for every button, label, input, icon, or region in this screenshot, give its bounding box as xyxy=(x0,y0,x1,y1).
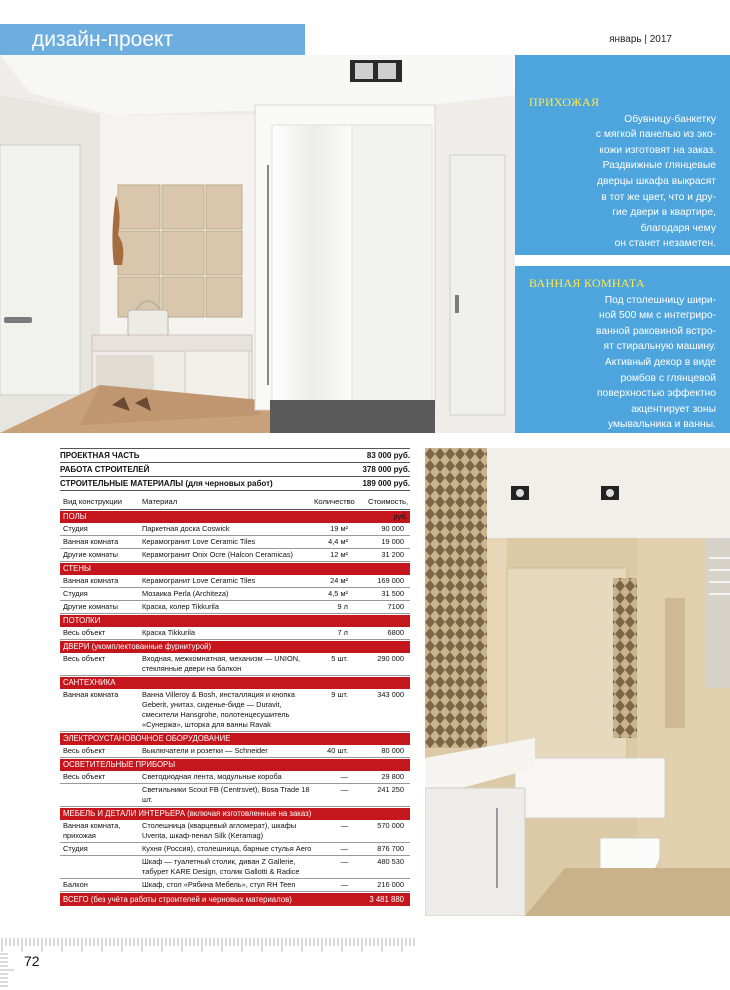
callout-hallway-line: кожи изготовят на заказ. xyxy=(599,144,716,156)
callout-hallway xyxy=(515,55,730,255)
cell-qty: 7 л xyxy=(337,628,348,637)
cell-material: Мозаика Perla (Architeza) xyxy=(142,589,229,598)
cell-type: Весь объект xyxy=(63,772,106,781)
table-row xyxy=(60,523,410,536)
table-row xyxy=(60,575,410,588)
summary-value: 83 000 руб. xyxy=(366,451,410,460)
hallway-illustration xyxy=(0,55,515,433)
cell-type: Другие комнаты xyxy=(63,550,118,559)
callout-hallway-line: в тот же цвет, что и дру- xyxy=(601,191,716,203)
cell-material: Керамогранит Onix Ocre (Halcon Ceramicas) xyxy=(142,550,294,559)
section-title: дизайн-проект xyxy=(0,24,305,56)
cell-cost: 241 250 xyxy=(377,785,404,794)
callout-hallway-line: дверцы шкафа выкрасят xyxy=(596,175,716,187)
table-row xyxy=(60,588,410,601)
cost-table xyxy=(60,448,410,906)
cell-material: Краска Tikkurila xyxy=(142,628,196,637)
cell-material: Светильники Scout FB (Centrsvet), Bosa Trade 18 шт. xyxy=(142,785,310,804)
cell-material: Входная, межкомнатная, механизм — UNION, стеклянные двери на балкон xyxy=(142,654,301,673)
total-row xyxy=(60,893,410,906)
callout-bathroom-line: ной 500 мм с интегриро- xyxy=(599,310,716,322)
category-header: ПОЛЫ xyxy=(60,511,410,523)
callout-bathroom-line: акцентирует зоны xyxy=(631,403,716,415)
table-row xyxy=(60,843,410,856)
table-row xyxy=(60,879,410,892)
cell-qty: — xyxy=(340,857,348,866)
cell-type: Студия xyxy=(63,844,88,853)
cell-cost: 169 000 xyxy=(377,576,404,585)
header-type: Вид конструкции xyxy=(63,497,123,506)
cell-type: Ванная комната xyxy=(63,576,119,585)
cell-qty: — xyxy=(340,880,348,889)
cell-cost: 480 530 xyxy=(377,857,404,866)
cell-type: Весь объект xyxy=(63,746,106,755)
cell-cost: 876 700 xyxy=(377,844,404,853)
total-value: 3 481 880 xyxy=(369,895,404,904)
table-row xyxy=(60,689,410,732)
cell-material: Кухня (Россия), столешница, барные стулья Aero xyxy=(142,844,312,853)
cell-cost: 31 500 xyxy=(381,589,404,598)
summary-value: 189 000 руб. xyxy=(362,479,410,488)
cell-qty: 4,4 м² xyxy=(328,537,348,546)
table-row xyxy=(60,820,410,843)
cell-type: Ванная комната, прихожая xyxy=(63,821,121,840)
header-material: Материал xyxy=(142,497,178,506)
cell-type: Другие комнаты xyxy=(63,602,118,611)
summary-row xyxy=(60,477,410,491)
bathroom-illustration xyxy=(425,448,730,916)
category-header: МЕБЕЛЬ И ДЕТАЛИ ИНТЕРЬЕРА (включая изготовленные на заказ) xyxy=(60,808,410,820)
cell-cost: 31 200 xyxy=(381,550,404,559)
total-label: ВСЕГО (без учёта работы строителей и черновых материалов) xyxy=(63,895,292,904)
cell-material: Выключатели и розетки — Schneider xyxy=(142,746,268,755)
cell-type: Студия xyxy=(63,589,88,598)
callout-hallway-line: благодаря чему xyxy=(640,222,716,234)
table-row xyxy=(60,653,410,676)
cell-qty: — xyxy=(340,772,348,781)
page-number: 72 xyxy=(24,953,40,969)
cell-type xyxy=(60,857,142,877)
table-row xyxy=(60,549,410,562)
cell-cost: 216 000 xyxy=(377,880,404,889)
header-qty: Количество xyxy=(314,497,355,506)
callout-bathroom-line: ванной раковиной встро- xyxy=(596,325,716,337)
callout-hallway-line: гие двери в квартире, xyxy=(612,207,716,219)
cell-material: Керамогранит Love Ceramic Tiles xyxy=(142,537,256,546)
table-row xyxy=(60,601,410,614)
summary-label: СТРОИТЕЛЬНЫЕ МАТЕРИАЛЫ (для черновых работ) xyxy=(60,479,273,488)
callout-bathroom-line: поверхностью эффектно xyxy=(596,388,716,400)
cell-cost: 290 000 xyxy=(377,654,404,663)
cell-qty: 9 л xyxy=(337,602,348,611)
category-header: ЭЛЕКТРОУСТАНОВОЧНОЕ ОБОРУДОВАНИЕ xyxy=(60,733,410,745)
cell-qty: 19 м² xyxy=(330,524,348,533)
cell-cost: 80 000 xyxy=(381,746,404,755)
cell-type: Студия xyxy=(63,524,88,533)
bathroom-photo xyxy=(425,448,730,916)
callout-hallway-line: он станет незаметен. xyxy=(614,238,716,250)
category-header: ДВЕРИ (укомплектованные фурнитурой) xyxy=(60,641,410,653)
cell-cost: 343 000 xyxy=(377,690,404,699)
summary-row xyxy=(60,448,410,463)
cell-qty: 24 м² xyxy=(330,576,348,585)
summary-label: ПРОЕКТНАЯ ЧАСТЬ xyxy=(60,451,140,460)
callout-bathroom-line: Активный декор в виде xyxy=(604,356,716,368)
cell-cost: 19 000 xyxy=(381,537,404,546)
cell-qty: 40 шт. xyxy=(327,746,348,755)
cell-qty: — xyxy=(340,821,348,830)
summary-value: 378 000 руб. xyxy=(362,465,410,474)
category-header: САНТЕХНИКА xyxy=(60,677,410,689)
summary-row xyxy=(60,463,410,477)
cell-type: Весь объект xyxy=(63,654,106,663)
cell-qty: 5 шт. xyxy=(331,654,348,663)
cell-type: Весь объект xyxy=(63,628,106,637)
cell-material: Шкаф, стол «Рябина Мебель», стул RH Teen xyxy=(142,880,296,889)
callout-hallway-title: ПРИХОЖАЯ xyxy=(529,95,600,109)
page-ruler xyxy=(0,930,420,990)
cell-material: Краска, колер Tikkurila xyxy=(142,602,219,611)
callout-hallway-line: Обувницу-банкетку xyxy=(624,113,716,125)
cell-cost: 6800 xyxy=(387,628,404,637)
table-row xyxy=(60,536,410,549)
header-cost: Стоимость, руб. xyxy=(368,497,409,521)
callout-hallway-line: с мягкой панелью из эко- xyxy=(595,129,716,141)
cell-qty: — xyxy=(340,785,348,794)
hallway-photo xyxy=(0,55,515,433)
cell-qty: — xyxy=(340,844,348,853)
cell-material: Керамогранит Love Ceramic Tiles xyxy=(142,576,256,585)
callout-hallway-line: Раздвижные глянцевые xyxy=(602,160,716,172)
callout-bathroom-title: ВАННАЯ КОМНАТА xyxy=(529,276,645,290)
cell-material: Столешница (кварцевый агломерат), шкафы Uventa, шкаф-пенал Silk (Keramag) xyxy=(142,821,297,840)
cell-type: Балкон xyxy=(63,880,88,889)
cell-cost: 570 000 xyxy=(377,821,404,830)
cell-type: Ванная комната xyxy=(63,537,119,546)
cell-cost: 29 800 xyxy=(381,772,404,781)
table-row xyxy=(60,627,410,640)
category-header: СТЕНЫ xyxy=(60,563,410,575)
summary-label: РАБОТА СТРОИТЕЛЕЙ xyxy=(60,465,150,474)
cell-material: Ванна Villeroy & Bosh, инсталляция и кнопка Geberit, унитаз, сиденье-биде — Duravit, смесители Hansgrohe, полотенцесушитель «Сунержа», шторка для ванны Ravak xyxy=(142,690,295,729)
table-row xyxy=(60,856,410,879)
cell-cost: 90 000 xyxy=(381,524,404,533)
cell-type xyxy=(60,785,142,805)
callout-bathroom-line: ят стиральную машину. xyxy=(603,341,716,353)
cell-qty: 4,5 м² xyxy=(328,589,348,598)
table-row xyxy=(60,745,410,758)
callout-bathroom-line: ромбов с глянцевой xyxy=(620,372,716,384)
cell-qty: 12 м² xyxy=(330,550,348,559)
issue-date: январь | 2017 xyxy=(609,34,672,45)
table-row xyxy=(60,784,410,807)
callout-bathroom-line: умывальника и ванны. xyxy=(607,419,716,431)
category-header: ОСВЕТИТЕЛЬНЫЕ ПРИБОРЫ xyxy=(60,759,410,771)
cell-material: Светодиодная лента, модульные короба xyxy=(142,772,282,781)
callout-bathroom-line: Под столешницу шири- xyxy=(604,294,716,306)
cell-material: Паркетная доска Coswick xyxy=(142,524,230,533)
table-row xyxy=(60,771,410,784)
cell-type: Ванная комната xyxy=(63,690,119,699)
category-header: ПОТОЛКИ xyxy=(60,615,410,627)
cell-cost: 7100 xyxy=(387,602,404,611)
cell-qty: 9 шт. xyxy=(331,690,348,699)
cell-material: Шкаф — туалетный столик, диван Z Gallerie, табурет KARE Design, столик Gallotti & Radice xyxy=(142,857,300,876)
callout-bathroom xyxy=(515,266,730,433)
